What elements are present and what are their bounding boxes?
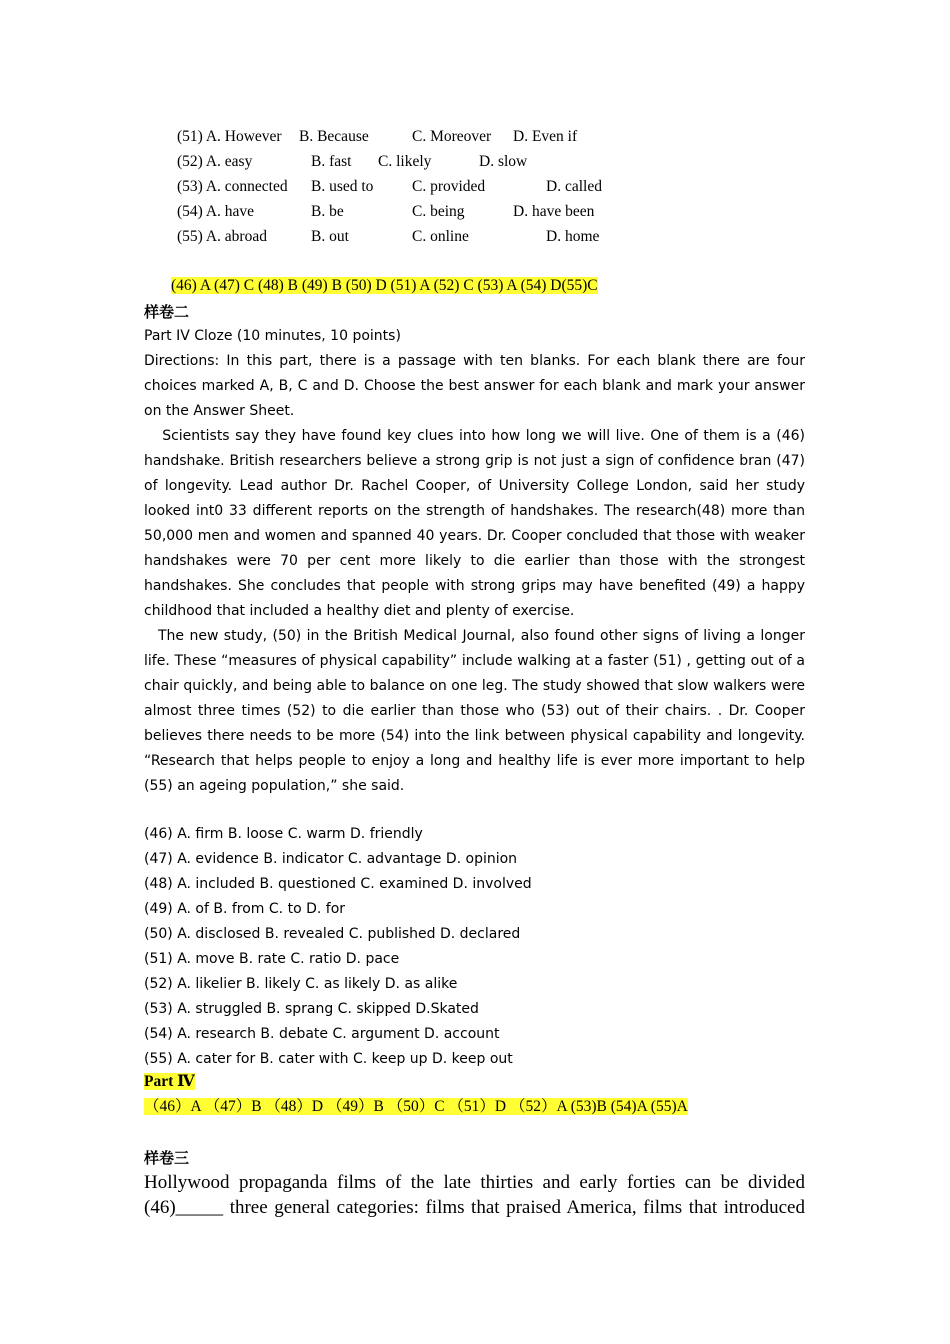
option-line: (51) A. move B. rate C. ratio D. pace bbox=[144, 951, 400, 967]
answer-key-1: (46) A (47) C (48) B (49) B (50) D (51) A (52) C (53) A (54) D(55)C bbox=[171, 277, 598, 294]
option-line: (55) A. cater for B. cater with C. keep up D. keep out bbox=[144, 1051, 513, 1067]
option-line: (54) A. research B. debate C. argument D. account bbox=[144, 1026, 500, 1042]
sample2-options bbox=[144, 822, 532, 1072]
directions: Directions: In this part, there is a passage with ten blanks. For each blank there are four choices marked A, B, C and D. Choose the best answer for each blank and mark your answer on the Answer Sheet. bbox=[144, 353, 805, 419]
option-line: (53) A. struggled B. sprang C. skipped D.Skated bbox=[144, 1001, 479, 1017]
option-line: (49) A. of B. from C. to D. for bbox=[144, 901, 346, 917]
sample2-passage bbox=[144, 324, 805, 799]
paragraph-2: The new study, (50) in the British Medical Journal, also found other signs of living a longer life. These “measures of physical capability” include walking at a faster (51) , getting out of a chair quickly, and being able to balance on one leg. The study showed that slow walkers were almost three times (52) to die earlier than those who (53) out of their chairs. . Dr. Cooper believes there needs to be more (54) into the link between physical capability and longevity. “Research that helps people to enjoy a long and healthy life is ever more important to help (55) an ageing population,” she said. bbox=[144, 628, 805, 794]
option-line: (50) A. disclosed B. revealed C. published D. declared bbox=[144, 926, 521, 942]
paragraph-1: Scientists say they have found key clues into how long we will live. One of them is a (46) handshake. British researchers believe a strong grip is not just a sign of confidence bran (47) of longevity. Lead author Dr. Rachel Cooper, of University College London, said her study looked int0 33 different reports on the strength of handshakes. The research(48) more than 50,000 men and women and spanned 40 years. Dr. Cooper concluded that those with weaker handshakes were 70 per cent more likely to die earlier than those with the strongest handshakes. She concludes that people with strong grips may have benefited (49) a happy childhood that included a healthy diet and plenty of exercise. bbox=[144, 428, 805, 619]
option-line: (46) A. firm B. loose C. warm D. friendly bbox=[144, 826, 423, 842]
passage-line: (46)_____ three general categories: films that praised America, films that introduced bbox=[144, 1197, 805, 1218]
sample3-passage bbox=[144, 1170, 805, 1220]
option-line: (48) A. included B. questioned C. examined D. involved bbox=[144, 876, 532, 892]
option-line: (47) A. evidence B. indicator C. advantage D. opinion bbox=[144, 851, 518, 867]
part-title: Part IV Cloze (10 minutes, 10 points) bbox=[144, 328, 401, 344]
answer-key-2: （46）A （47）B （48）D （49）B （50）C （51）D （52）A (53)B (54)A (55)A bbox=[144, 1098, 688, 1115]
passage-line: Hollywood propaganda films of the late thirties and early forties can be divided bbox=[144, 1172, 805, 1193]
option-line: (52) A. likelier B. likely C. as likely D. as alike bbox=[144, 976, 458, 992]
sample2-heading: 样卷二 bbox=[144, 303, 190, 321]
sample3-heading: 样卷三 bbox=[144, 1149, 190, 1167]
answer-title: Part Ⅳ bbox=[144, 1073, 195, 1090]
